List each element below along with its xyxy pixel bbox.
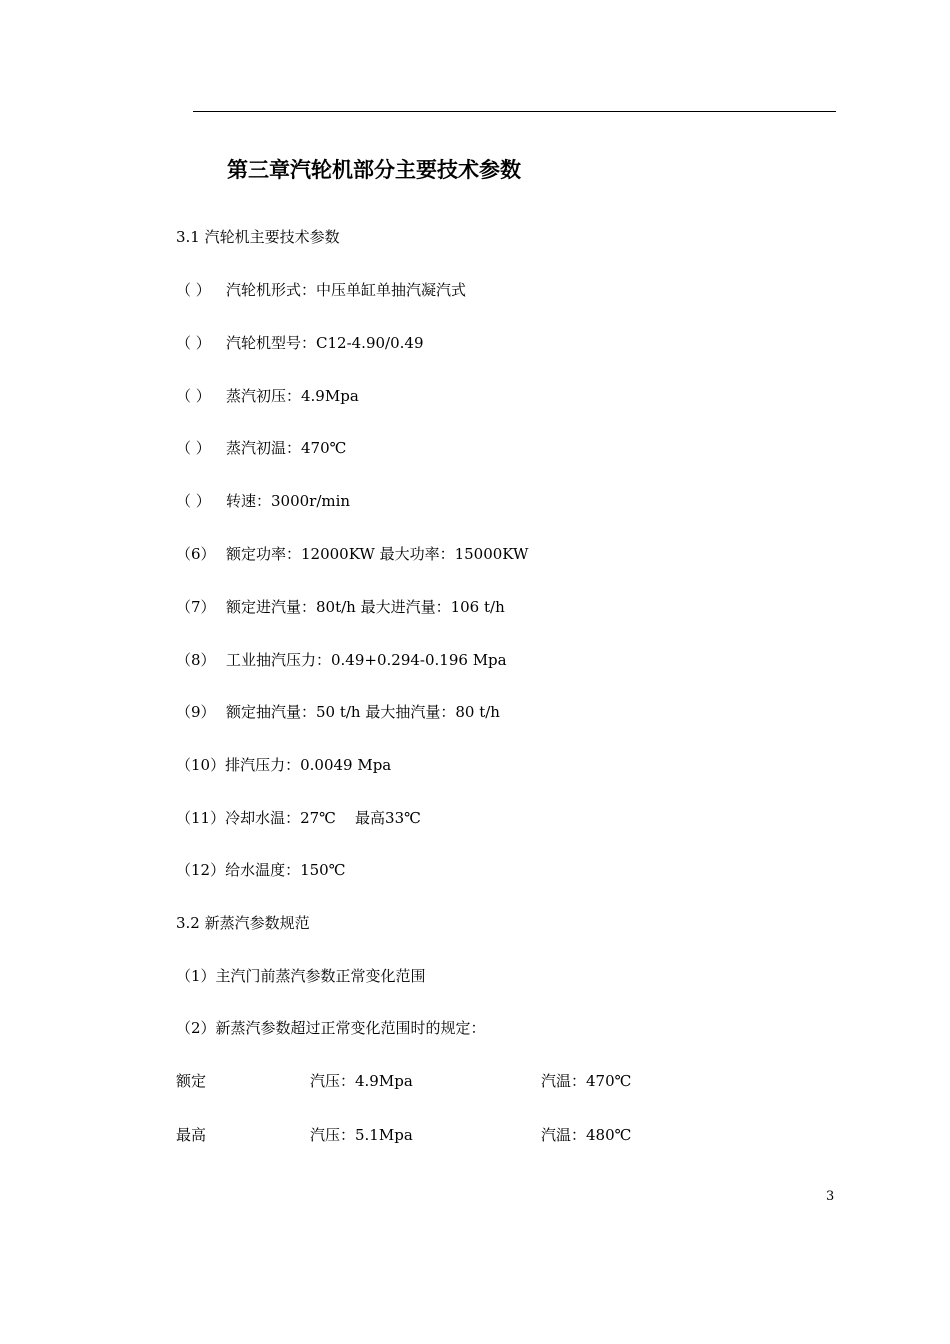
steam-spec-pressure: 汽压：5.1Mpa [310, 1126, 413, 1144]
spec-item-text: 新蒸汽参数超过正常变化范围时的规定： [215, 1019, 486, 1037]
spec-item-number: （2） [176, 1019, 216, 1037]
param-item-text: 蒸汽初压：4.9Mpa [226, 387, 359, 405]
param-item [176, 859, 346, 881]
steam-spec-label: 最高 [176, 1126, 207, 1144]
param-item-number: （6） [176, 545, 216, 563]
steam-spec-label: 额定 [176, 1072, 207, 1090]
param-item [176, 701, 500, 723]
steam-spec-row [176, 1124, 676, 1146]
param-item-number: （ ） [176, 334, 211, 352]
param-item-text: 排汽压力：0.0049 Mpa [225, 756, 392, 774]
header-rule [193, 111, 836, 112]
spec-item-number: （1） [176, 967, 216, 985]
param-item-number: （7） [176, 598, 216, 616]
param-item-text: 汽轮机型号：C12-4.90/0.49 [226, 334, 424, 352]
param-item [176, 385, 359, 407]
param-item [176, 649, 507, 671]
param-item-text: 蒸汽初温：470℃ [226, 439, 347, 457]
spec-item-text: 主汽门前蒸汽参数正常变化范围 [215, 967, 426, 985]
section-heading-3-1: 3.1 汽轮机主要技术参数 [176, 228, 340, 246]
param-item-number: （ ） [176, 492, 211, 510]
steam-spec-row [176, 1070, 676, 1092]
param-item [176, 437, 346, 459]
param-item-number: （10） [176, 756, 226, 774]
steam-spec-temperature: 汽温：480℃ [541, 1126, 632, 1144]
section-heading-3-2: 3.2 新蒸汽参数规范 [176, 914, 310, 932]
param-item-text: 冷却水温：27℃ 最高33℃ [225, 809, 421, 827]
param-item-text: 额定抽汽量：50 t/h 最大抽汽量：80 t/h [226, 703, 500, 721]
param-item-text: 汽轮机形式：中压单缸单抽汽凝汽式 [226, 281, 467, 299]
param-item-number: （11） [176, 809, 226, 827]
param-item-number: （9） [176, 703, 216, 721]
page-number: 3 [826, 1189, 835, 1204]
param-item [176, 596, 505, 618]
steam-spec-temperature: 汽温：470℃ [541, 1072, 632, 1090]
steam-spec-pressure: 汽压：4.9Mpa [310, 1072, 413, 1090]
param-item [176, 279, 466, 301]
param-item-number: （ ） [176, 281, 211, 299]
param-item [176, 543, 528, 565]
param-item [176, 332, 423, 354]
param-item-text: 额定进汽量：80t/h 最大进汽量：106 t/h [226, 598, 505, 616]
param-item-number: （ ） [176, 439, 211, 457]
param-item-text: 额定功率：12000KW 最大功率：15000KW [226, 545, 529, 563]
param-item-text: 工业抽汽压力：0.49+0.294-0.196 Mpa [226, 651, 507, 669]
param-item-number: （12） [176, 861, 226, 879]
param-item-text: 转速：3000r/min [226, 492, 351, 510]
param-item-number: （ ） [176, 387, 211, 405]
chapter-title: 第三章汽轮机部分主要技术参数 [227, 157, 521, 182]
param-item [176, 807, 421, 829]
spec-item [176, 1017, 486, 1039]
param-item [176, 490, 350, 512]
param-item [176, 754, 391, 776]
param-item-number: （8） [176, 651, 216, 669]
param-item-text: 给水温度：150℃ [225, 861, 346, 879]
spec-item [176, 965, 426, 987]
